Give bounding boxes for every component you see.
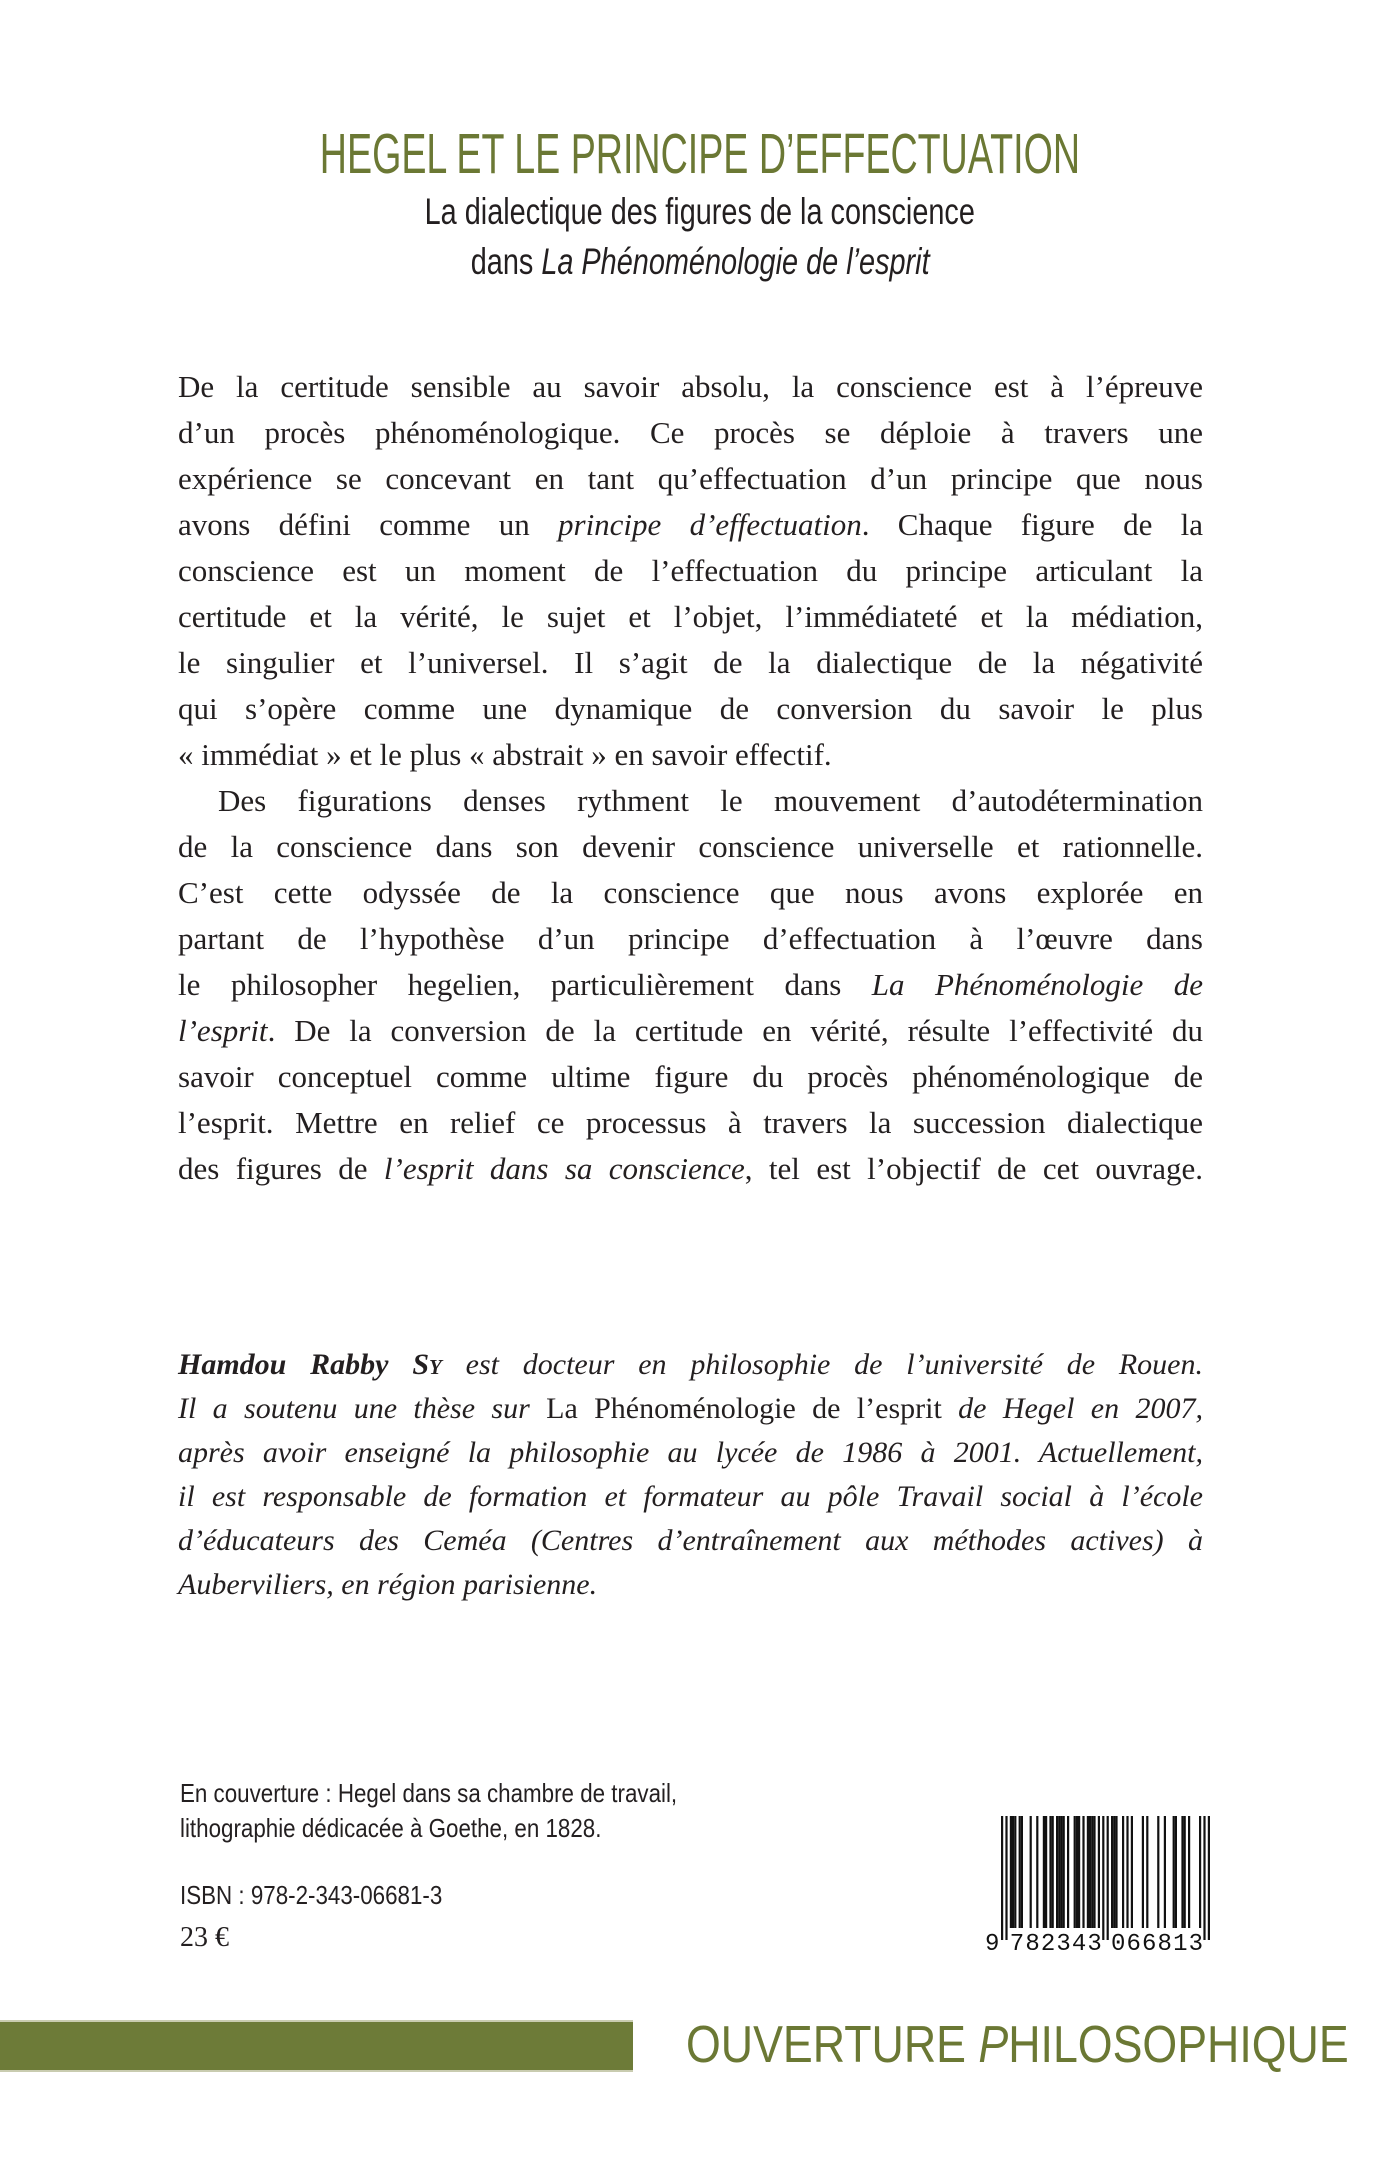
barcode-bar (1030, 1816, 1032, 1928)
series-name-part2: HILOSOPHIQUE (1008, 2016, 1349, 2074)
text-line (178, 1054, 1203, 1100)
barcode-digits: 066813 (1111, 1931, 1203, 1954)
barcode-bar (1203, 1816, 1205, 1940)
barcode-bar (1001, 1816, 1003, 1940)
text-segment: C’est cette odyssée de la conscience que nous avons explorée en (178, 875, 1203, 910)
barcode-bar (1005, 1816, 1007, 1940)
subtitle-line-2 (471, 240, 930, 284)
text-segment: le philosopher hegelien, particulièrement dans (178, 967, 872, 1002)
barcode-bar (1115, 1816, 1117, 1928)
barcode-bar (1036, 1816, 1038, 1928)
barcode-bar (1052, 1816, 1054, 1928)
book-title: HEGEL ET LE PRINCIPE D’EFFECTUATION (319, 122, 1081, 186)
text-segment: après avoir enseigné la philosophie au lycée de 1986 à 2001. Actuellement, (178, 1436, 1203, 1469)
text-segment: Il a soutenu une thèse sur (178, 1392, 547, 1425)
barcode-bar (1157, 1816, 1159, 1928)
barcode-bar (1173, 1816, 1175, 1928)
barcode-bar (1146, 1816, 1148, 1928)
series-name (686, 2016, 1349, 2074)
barcode-bar (1188, 1816, 1190, 1928)
text-line (178, 916, 1203, 962)
barcode-bar (1014, 1816, 1016, 1928)
barcode-bar (1184, 1816, 1186, 1928)
text-segment: d’éducateurs des Ceméa (Centres d’entraînement aux méthodes actives) à (178, 1524, 1203, 1557)
text-line (178, 456, 1203, 502)
text-segment: avons défini comme un (178, 507, 558, 542)
text-line (178, 732, 1203, 778)
text-line (178, 1387, 1203, 1431)
barcode-bar (1087, 1816, 1089, 1928)
book-title-row (0, 124, 1400, 184)
barcode-bar (1126, 1816, 1128, 1928)
barcode-bar (1164, 1816, 1166, 1928)
work-title-text: La Phénoménologie de (871, 967, 1203, 1002)
text-segment: des figures de (178, 1151, 384, 1186)
barcode-bar (1122, 1816, 1124, 1928)
text-line (178, 1008, 1203, 1054)
text-segment: d’un procès phénoménologique. Ce procès se déploie à travers une (178, 415, 1203, 450)
text-segment: Auberviliers, en région parisienne. (178, 1568, 598, 1601)
text-segment: l’esprit. Mettre en relief ce processus à travers la succession dialectique (178, 1105, 1203, 1140)
barcode-bar (1181, 1816, 1183, 1928)
text-line (178, 686, 1203, 732)
text-segment: De la certitude sensible au savoir absolu, la conscience est à l’épreuve (178, 369, 1203, 404)
work-title-text: l’esprit (178, 1013, 268, 1048)
text-line (178, 502, 1203, 548)
barcode-bar (1076, 1816, 1078, 1928)
text-line (178, 824, 1203, 870)
barcode-bar (1107, 1816, 1109, 1940)
text-line (178, 1519, 1203, 1563)
subtitle-line-2-row (0, 240, 1400, 284)
barcode-bar (1082, 1816, 1084, 1928)
barcode-bar (1012, 1816, 1014, 1928)
barcode-bar (1131, 1816, 1133, 1928)
text-segment: conscience est un moment de l’effectuation du principe articulant la (178, 553, 1203, 588)
text-segment: qui s’opère comme une dynamique de conversion du savoir le plus (178, 691, 1203, 726)
barcode (985, 1816, 1227, 1954)
isbn: ISBN : 978-2-343-06681-3 (180, 1880, 443, 1910)
text-line (178, 364, 1203, 410)
text-line (178, 870, 1203, 916)
barcode-bar (1175, 1816, 1177, 1928)
author-bio (178, 1343, 1203, 1607)
subtitle-line-1-row (0, 190, 1400, 234)
author-name: Sy (412, 1348, 442, 1381)
barcode-bar (1111, 1816, 1113, 1928)
barcode-bar (1045, 1816, 1047, 1928)
barcode-bar (1199, 1816, 1201, 1928)
text-line (178, 778, 1203, 824)
text-line (178, 1431, 1203, 1475)
series-name-italic-letter: P (978, 2016, 1009, 2074)
price: 23 € (180, 1922, 229, 1953)
series-name-part1: OUVERTURE (686, 2016, 979, 2074)
cover-credit-line-2: lithographie dédicacée à Goethe, en 1828. (180, 1813, 602, 1843)
cover-credit-line-1: En couverture : Hegel dans sa chambre de travail, (180, 1778, 678, 1808)
barcode-bar (1021, 1816, 1023, 1928)
text-segment: « immédiat » et le plus « abstrait » en savoir effectif. (178, 737, 832, 772)
text-segment: il est responsable de formation et formateur au pôle Travail social à l’école (178, 1480, 1203, 1513)
barcode-bar (1093, 1816, 1095, 1928)
text-segment: Des figurations denses rythment le mouvement d’autodétermination (218, 783, 1203, 818)
text-line (178, 1343, 1203, 1387)
work-title-text: principe d’effectuation (558, 507, 862, 542)
barcode-bar (1060, 1816, 1062, 1928)
barcode-bar (1208, 1816, 1210, 1940)
barcode-bar (1063, 1816, 1065, 1928)
text-segment: de Hegel en 2007, (941, 1392, 1203, 1425)
barcode-bar (1019, 1816, 1021, 1928)
text-segment: le singulier et l’universel. Il s’agit de la dialectique de la négativité (178, 645, 1203, 680)
barcode-bar (1074, 1816, 1076, 1928)
text-line (178, 962, 1203, 1008)
text-line (178, 548, 1203, 594)
text-line (178, 410, 1203, 456)
barcode-bar (1078, 1816, 1080, 1928)
subtitle-prefix: dans (470, 241, 542, 282)
series-color-band (0, 2020, 633, 2072)
barcode-bar (1089, 1816, 1091, 1928)
work-title-text: La Phénoménologie de l’esprit (546, 1392, 942, 1425)
barcode-bar (1091, 1816, 1093, 1928)
work-title-text: l’esprit dans sa conscience (383, 1151, 745, 1186)
text-segment: , tel est l’objectif de cet ouvrage. (744, 1151, 1203, 1186)
barcode-digits: 782343 (1009, 1931, 1102, 1954)
text-line (178, 1100, 1203, 1146)
barcode-bar (1010, 1816, 1012, 1928)
text-line (178, 1475, 1203, 1519)
barcode-bar (1067, 1816, 1069, 1928)
text-segment: partant de l’hypothèse d’un principe d’effectuation à l’œuvre dans (178, 921, 1203, 956)
subtitle-work-title: La Phénoménologie de l’esprit (541, 241, 930, 282)
barcode-bar (1142, 1816, 1144, 1928)
blurb-text (178, 364, 1203, 1192)
text-segment: . De la conversion de la certitude en vérité, résulte l’effectivité du (267, 1013, 1203, 1048)
text-line (178, 594, 1203, 640)
text-segment: savoir conceptuel comme ultime figure du procès phénoménologique de (178, 1059, 1203, 1094)
barcode-bar (1098, 1816, 1100, 1928)
text-line (178, 1146, 1203, 1192)
text-segment: est docteur en philosophie de l’université de Rouen. (441, 1348, 1203, 1381)
text-segment: expérience se concevant en tant qu’effectuation d’un principe que nous (178, 461, 1203, 496)
text-segment: . Chaque figure de la (861, 507, 1203, 542)
text-line (178, 640, 1203, 686)
subtitle-line-1: La dialectique des figures de la conscience (424, 191, 976, 232)
barcode-bar (1049, 1816, 1051, 1928)
barcode-bar (1113, 1816, 1115, 1928)
barcode-bar (1043, 1816, 1045, 1928)
barcode-bar (1058, 1816, 1060, 1928)
author-name: Hamdou Rabby (178, 1348, 413, 1381)
text-segment: certitude et la vérité, le sujet et l’objet, l’immédiateté et la médiation, (178, 599, 1203, 634)
barcode-bar (1102, 1816, 1104, 1940)
barcode-bar (1056, 1816, 1058, 1928)
text-line (178, 1563, 1203, 1607)
barcode-digits: 9 (985, 1931, 1000, 1954)
text-segment: de la conscience dans son devenir conscience universelle et rationnelle. (178, 829, 1203, 864)
